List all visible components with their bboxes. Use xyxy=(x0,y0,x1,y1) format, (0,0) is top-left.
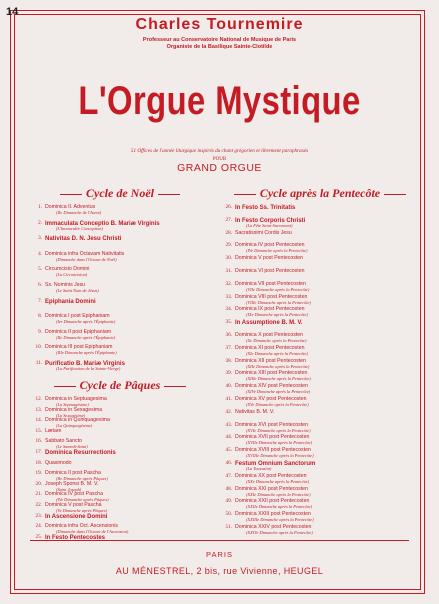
composer-name: Charles Tournemire xyxy=(135,16,304,33)
office-french-title: (La Toussaint) xyxy=(246,466,272,471)
office-title: Dominica X post Pentecosten xyxy=(235,332,304,338)
office-french-title: (Le Samedi-Saint) xyxy=(56,444,88,450)
office-title: Dominica XV post Pentecosten xyxy=(235,396,307,402)
office-number: 27. xyxy=(225,216,232,223)
office-french-title: (Dimanche dans l'Octave de Noël) xyxy=(56,256,117,262)
page-number: 14 xyxy=(6,6,19,18)
office-number: 5. xyxy=(38,266,42,273)
office-number: 38. xyxy=(225,357,232,364)
office-french-title: (IVe Dimanche après la Pentecôte) xyxy=(246,248,308,254)
office-title: Dominica in Sexagesima xyxy=(45,406,103,413)
office-title: Dominica XIII post Pentecosten xyxy=(235,370,308,377)
office-number: 13. xyxy=(35,406,42,413)
office-number: 6. xyxy=(38,282,42,288)
office-french-title: (Ier Dimanche après l'Épiphanie) xyxy=(56,319,116,325)
office-number: 30. xyxy=(225,255,232,262)
office-title: Dominica II. Adventus xyxy=(45,204,96,210)
footer-city: PARIS xyxy=(206,550,233,559)
office-title: Dominica VIII post Pentecosten xyxy=(235,293,308,300)
office-title: Dominica IX post Pentecosten xyxy=(235,306,305,313)
office-title: Sabbato Sancto xyxy=(45,438,82,445)
office-number: 28. xyxy=(225,229,232,236)
office-number: 51. xyxy=(225,524,232,530)
composer-credit-2: Organiste de la Basilique Sainte-Clotilde xyxy=(166,44,273,50)
office-french-title: (IIIe Dimanche après l'Épiphanie) xyxy=(56,350,117,356)
office-title: In Ascensione Domini xyxy=(45,513,108,520)
office-french-title: (Le Saint Nom de Jésus) xyxy=(56,288,99,293)
office-number: 36. xyxy=(225,332,232,338)
pour-label: POUR xyxy=(212,157,227,162)
office-title: Dominica in Quinquagesima xyxy=(45,417,110,424)
office-number: 17. xyxy=(35,449,42,455)
office-number: 43. xyxy=(225,421,232,428)
office-french-title: (XVIIIe Dimanche après la Pentecôte) xyxy=(246,453,314,459)
office-french-title: (XVIe Dimanche après la Pentecôte) xyxy=(246,427,311,433)
office-title: Festum Omnium Sanctorum xyxy=(235,461,316,467)
office-french-title: (IXe Dimanche après la Pentecôte) xyxy=(246,312,308,318)
office-number: 47. xyxy=(225,472,232,479)
office-french-title: (XXIe Dimanche après la Pentecôte) xyxy=(246,491,311,497)
office-title: Dominica infra Octavam Nativitatis xyxy=(45,250,125,257)
office-french-title: (IIe Dimanche après Pâques) xyxy=(56,476,108,482)
office-title: In Festo Pentecostes xyxy=(45,534,106,541)
office-title: Nativitas B. M. V. xyxy=(235,408,275,415)
office-title: In Festo Corporis Christi xyxy=(235,217,306,224)
office-french-title: (VIIIe Dimanche après la Pentecôte) xyxy=(246,299,311,305)
office-number: 24. xyxy=(35,523,42,530)
office-title: In Festo Ss. Trinitatis xyxy=(235,205,296,211)
office-number: 1. xyxy=(38,204,42,210)
office-number: 32. xyxy=(225,280,232,287)
office-french-title: (XXIVe Dimanche après la Pentecôte) xyxy=(246,530,313,535)
office-french-title: (La Circoncision) xyxy=(56,272,88,278)
office-title: Dominica XXII post Pentecosten xyxy=(235,498,310,505)
office-french-title: (IIe Dimanche de l'Avent) xyxy=(56,210,102,215)
footer-divider xyxy=(30,540,409,541)
office-title: Dominica XII post Pentecosten xyxy=(235,357,306,364)
office-number: 20. xyxy=(35,480,42,487)
office-title: In Assumptione B. M. V. xyxy=(235,320,303,327)
office-number: 21. xyxy=(35,491,42,498)
office-number: 2. xyxy=(38,219,42,226)
office-title: Purificatio B. Mariæ Virginis xyxy=(45,361,125,367)
office-french-title: (XXe Dimanche après la Pentecôte) xyxy=(246,478,310,484)
office-title: Epiphania Domini xyxy=(45,298,96,305)
office-french-title: (XIVe Dimanche après la Pentecôte) xyxy=(246,389,311,395)
office-title: Ss. Nominis Jesu xyxy=(45,282,86,288)
office-title: Dominica I post Epiphaniam xyxy=(45,313,110,320)
work-title: L'Orgue Mystique xyxy=(78,79,361,123)
cycle-noel-heading: Cycle de Noël xyxy=(30,186,210,201)
office-number: 42. xyxy=(225,408,232,415)
office-french-title: (XXIIIe Dimanche après la Pentecôte) xyxy=(246,517,314,523)
office-number: 45. xyxy=(225,447,232,454)
office-title: Dominica infra Oct. Ascensionis xyxy=(45,523,118,530)
office-french-title: (Ve Dimanche après Pâques) xyxy=(56,508,108,513)
office-number: 50. xyxy=(225,511,232,518)
office-number: 18. xyxy=(35,459,42,466)
footer-publisher: AU MÉNESTREL, 2 bis, rue Vivienne, HEUGEL xyxy=(115,566,324,576)
office-title: Dominica III post Epiphaniam xyxy=(45,344,113,351)
office-number: 40. xyxy=(225,383,232,390)
office-french-title: (XIIIe Dimanche après la Pentecôte) xyxy=(246,376,311,382)
office-french-title: (La Quinquagésime) xyxy=(56,423,93,429)
office-title: Dominica XXI post Pentecosten xyxy=(235,485,308,492)
office-title: Dominica V post Pentecosten xyxy=(235,255,304,262)
cycle-pentecote-heading: Cycle après la Pentecôte xyxy=(220,186,420,201)
office-title: Joseph Sponsi B. M. V. xyxy=(45,480,99,487)
office-title: Lætare xyxy=(45,427,62,434)
office-french-title: (IIe Dimanche après l'Épiphanie) xyxy=(56,334,116,340)
office-number: 14. xyxy=(35,417,42,424)
office-number: 3. xyxy=(38,235,42,242)
office-french-title: (La Septuagésime) xyxy=(56,402,89,407)
office-number: 34. xyxy=(225,306,232,313)
office-number: 48. xyxy=(225,485,232,492)
office-title: Dominica VII post Pentecosten xyxy=(235,280,306,287)
office-french-title: (La Fête Saint-Sacrement) xyxy=(246,222,293,228)
office-french-title: (IVe Dimanche après Pâques) xyxy=(56,497,109,503)
office-title: Dominica IV post Pentecosten xyxy=(235,242,305,249)
office-title: Dominica II post Epiphaniam xyxy=(45,328,112,335)
office-number: 10. xyxy=(35,344,42,351)
office-number: 31. xyxy=(225,268,232,274)
office-title: Dominica V post Pascha xyxy=(45,502,102,508)
office-number: 46. xyxy=(225,460,232,466)
office-french-title: (Saint Joseph) xyxy=(56,486,82,492)
work-description: 51 Offices de l'année liturgique inspirés du chant grégorien et librement paraphrasés xyxy=(130,148,309,154)
office-french-title: (La Sexagésime) xyxy=(56,412,86,418)
office-title: Quasimodo xyxy=(45,459,72,466)
cycle-paques-heading: Cycle de Pâques xyxy=(30,378,210,393)
office-french-title: (XVe Dimanche après la Pentecôte) xyxy=(246,402,309,407)
composer-credit-1: Professeur au Conservatoire National de Musique de Paris xyxy=(142,37,297,43)
office-french-title: (VIIe Dimanche après la Pentecôte) xyxy=(246,286,310,292)
office-number: 26. xyxy=(225,204,232,210)
office-french-title: (XIIe Dimanche après la Pentecôte) xyxy=(246,363,310,369)
office-number: 25. xyxy=(35,533,42,540)
office-number: 15. xyxy=(35,427,42,434)
office-title: Sacratissimi Cordis Jesu xyxy=(235,229,292,236)
office-french-title: (Xe Dimanche après la Pentecôte) xyxy=(246,338,307,343)
office-title: Dominica XIV post Pentecosten xyxy=(235,383,308,390)
office-title: Dominica XX post Pentecosten xyxy=(235,472,307,479)
office-title: Dominica XVI post Pentecosten xyxy=(235,421,308,428)
office-number: 16. xyxy=(35,438,42,445)
office-french-title: (La Purification de la Sainte-Vierge) xyxy=(56,366,121,371)
office-title: Dominica IV post Pascha xyxy=(45,491,103,498)
office-french-title: (XVIIe Dimanche après la Pentecôte) xyxy=(246,440,313,446)
office-number: 4. xyxy=(38,250,42,257)
office-number: 8. xyxy=(38,313,42,320)
office-number: 9. xyxy=(38,328,42,335)
office-number: 12. xyxy=(35,396,42,402)
office-number: 41. xyxy=(225,396,232,402)
office-title: Circumcisio Domini xyxy=(45,266,90,273)
office-number: 29. xyxy=(225,242,232,249)
office-french-title: (XXIIe Dimanche après la Pentecôte) xyxy=(246,504,313,510)
office-title: Dominica VI post Pentecosten xyxy=(235,268,305,274)
office-title: Dominica Resurrectionis xyxy=(45,450,116,456)
office-number: 39. xyxy=(225,370,232,377)
office-french-title: (XIe Dimanche après la Pentecôte) xyxy=(246,350,308,356)
office-title: Immaculata Conceptio B. Mariæ Virginis xyxy=(45,220,160,227)
office-title: Dominica in Septuagesima xyxy=(45,396,107,402)
office-number: 19. xyxy=(35,470,42,477)
office-title: Dominica XVII post Pentecosten xyxy=(235,434,310,441)
office-number: 7. xyxy=(38,297,42,304)
office-title: Dominica II post Pascha xyxy=(45,470,101,477)
office-number: 49. xyxy=(225,498,232,505)
office-number: 22. xyxy=(35,502,42,508)
office-title: Dominica XXIII post Pentecosten xyxy=(235,511,311,518)
office-title: Dominica XXIV post Pentecosten xyxy=(235,524,312,530)
office-number: 44. xyxy=(225,434,232,441)
office-title: Dominica XVIII post Pentecosten xyxy=(235,447,311,454)
office-number: 11. xyxy=(35,360,42,366)
office-number: 33. xyxy=(225,293,232,300)
office-title: Dominica XI post Pentecosten xyxy=(235,344,305,351)
office-french-title: (Dimanche dans l'Octave de l'Ascension) xyxy=(56,529,129,535)
office-french-title: (L'Immaculée Conception) xyxy=(56,225,103,231)
office-title: Nativitas D. N. Jesu Christi xyxy=(45,236,122,243)
office-number: 23. xyxy=(35,512,42,519)
office-number: 35. xyxy=(225,319,232,326)
office-number: 37. xyxy=(225,344,232,351)
instrument-label: GRAND ORGUE xyxy=(177,162,262,174)
